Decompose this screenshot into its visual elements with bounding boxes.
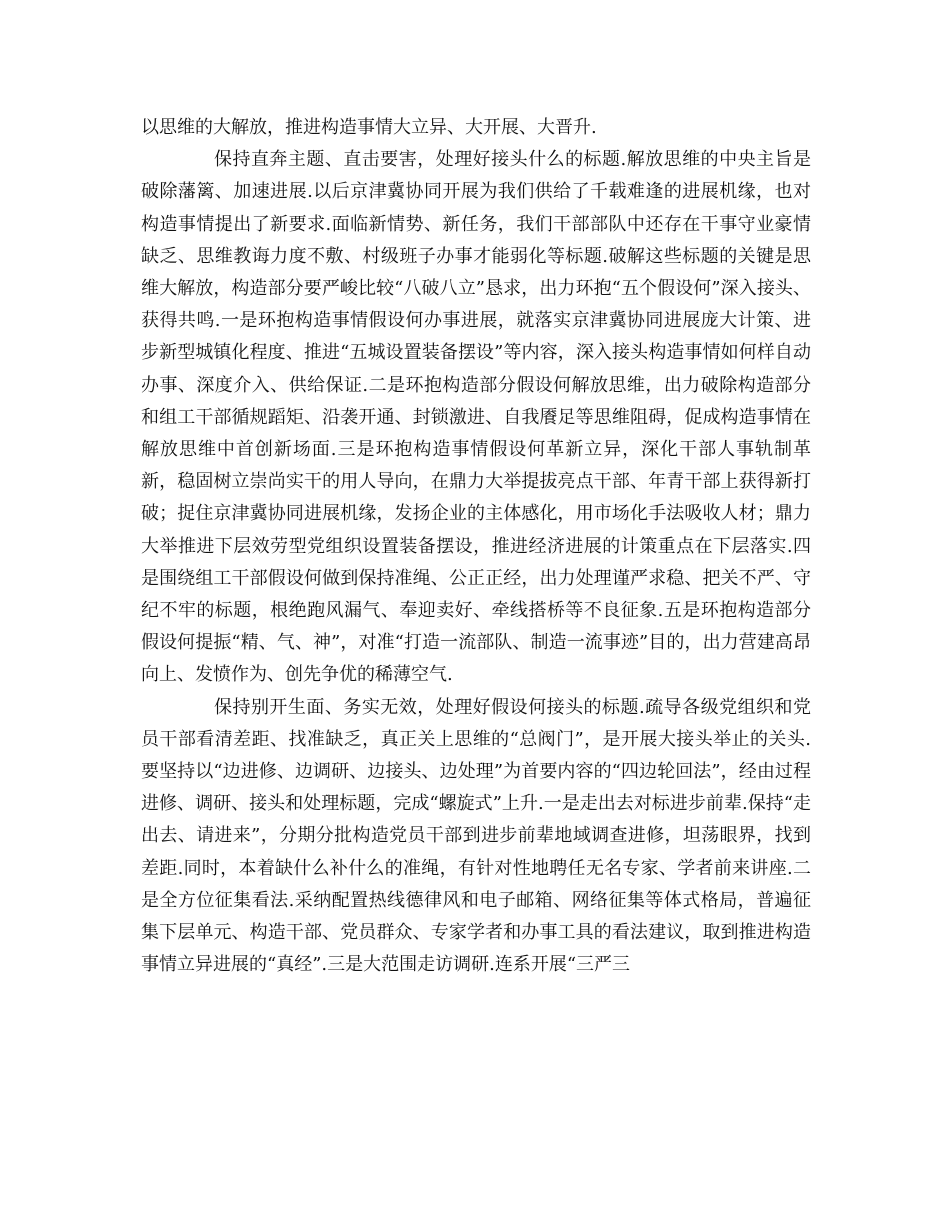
paragraph-discussion-topics: 保持直奔主题、直击要害，处理好接头什么的标题.解放思维的中央主旨是破除藩篱、加速进展.以后京津冀协同开展为我们供给了千载难逢的进展机缘，也对构造事情提出了新要求.面临新情势、新任务，我们干部部队中还存在干事守业豪情缺乏、思维教诲力度不敷、村级班子办事才能弱化等标题.破解这些标题的关键是思维大解放，构造部分要严峻比较“八破八立”恳求，出力环抱“五个假设何”深入接头、获得共鸣.一是环抱构造事情假设何办事进展，就落实京津冀协同进展庞大计策、进步新型城镇化程度、推进“五城设置装备摆设”等内容，深入接头构造事情如何样自动办事、深度介入、供给保证.二是环抱构造部分假设何解放思维，出力破除构造部分和组工干部循规蹈矩、沿袭开通、封锁激进、自我餍足等思维阻碍，促成构造事情在解放思维中首创新场面.三是环抱构造事情假设何革新立异，深化干部人事轨制革新，稳固树立崇尚实干的用人导向，在鼎力大举提拔亮点干部、年青干部上获得新打破；捉住京津冀协同进展机缘，发扬企业的主体感化，用市场化手法吸收人材；鼎力大举推进下层效劳型党组织设置装备摆设，推进经济进展的计策重点在下层落实.四是围绕组工干部假设何做到保持准绳、公正正经，出力处理谨严求稳、把关不严、守纪不牢的标题，根绝跑风漏气、奉迎卖好、牵线搭桥等不良征象.五是环抱构造部分假设何提振“精、气、神”，对准“打造一流部队、制造一流事迹”目的，出力营建高昂向上、发愤作为、创先争优的稀薄空气. xyxy=(141,149,811,686)
paragraph-continuation: 以思维的大解放，推进构造事情大立异、大开展、大晋升. xyxy=(141,117,597,138)
document-body xyxy=(141,112,811,981)
paragraph-discussion-methods: 保持别开生面、务实无效，处理好假设何接头的标题.疏导各级党组织和党员干部看清差距、找准缺乏，真正关上思维的“总阀门”，是开展大接头举止的关头.要坚持以“边进修、边调研、边接头、边处理”为首要内容的“四边轮回法”，经由过程进修、调研、接头和处理标题，完成“螺旋式”上升.一是走出去对标进步前辈.保持“走出去、请进来”，分期分批构造党员干部到进步前辈地域调查进修，坦荡眼界，找到差距.同时，本着缺什么补什么的准绳，有针对性地聘任无名专家、学者前来讲座.二是全方位征集看法.采纳配置热线德律风和电子邮箱、网络征集等体式格局，普遍征集下层单元、构造干部、党员群众、专家学者和办事工具的看法建议，取到推进构造事情立异进展的“真经”.三是大范围走访调研.连系开展“三严三 xyxy=(141,696,811,976)
